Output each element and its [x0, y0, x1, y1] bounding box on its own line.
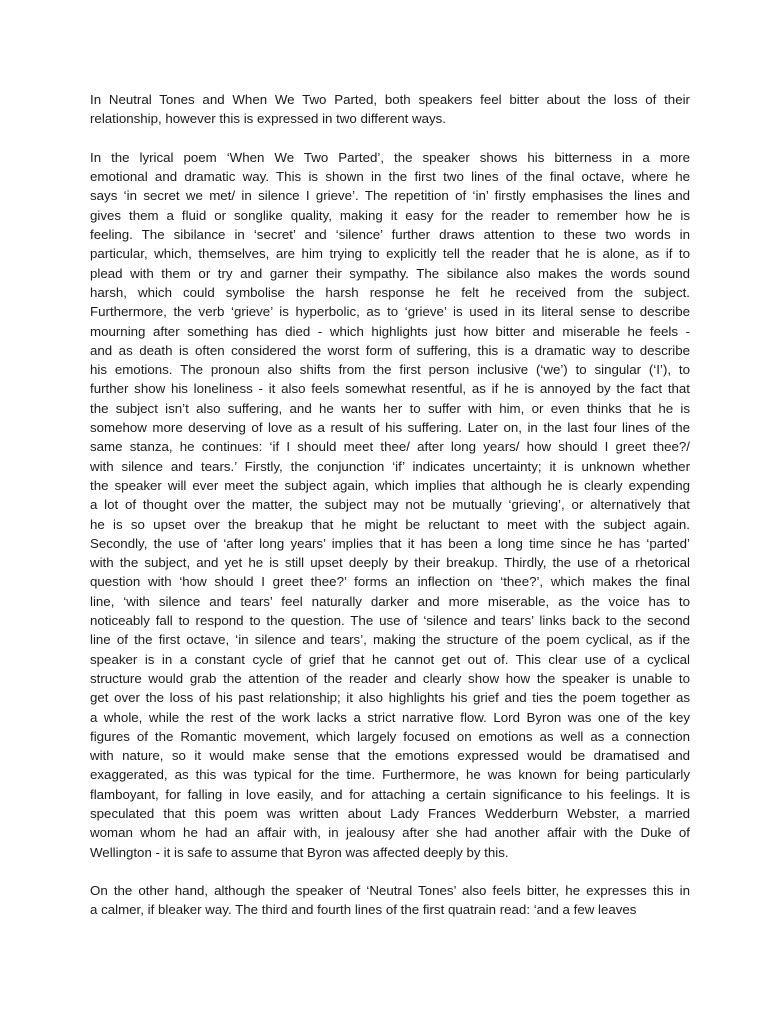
text-line: harsh, which could symbolise the harsh response he felt he received from the subject.	[90, 284, 690, 300]
text-line: In the lyrical poem ‘When We Two Parted’, the speaker shows his bitterness in a more	[90, 149, 690, 165]
text-line: gives them a fluid or songlike quality, making it easy for the reader to remember how he is	[90, 207, 690, 223]
paragraph-when-we-two-parted	[90, 148, 690, 862]
paragraph-neutral-tones	[90, 881, 690, 920]
text-line: the speaker will ever meet the subject again, which implies that although he is clearly expending	[90, 477, 690, 493]
text-line: line of the first octave, ‘in silence and tears’, making the structure of the poem cyclical, as if the	[90, 632, 690, 648]
text-line: a calmer, if bleaker way. The third and fourth lines of the first quatrain read: ‘and a few leaves	[90, 902, 637, 918]
text-line: particular, which, themselves, are him trying to explicitly tell the reader that he is alone, as if to	[90, 246, 690, 262]
text-line: Furthermore, the verb ‘grieve’ is hyperbolic, as to ‘grieve’ is used in its literal sense to describe	[90, 304, 690, 320]
text-line: woman whom he had an affair with, in jealousy after she had another affair with the Duke of	[90, 825, 690, 841]
text-line: with the subject, and yet he is still upset deeply by their breakup. Thirdly, the use of a rhetorical	[90, 555, 690, 571]
text-line: plead with them or try and garner their sympathy. The sibilance also makes the words sound	[90, 265, 690, 281]
text-line: a whole, while the rest of the work lacks a strict narrative flow. Lord Byron was one of the key	[90, 709, 690, 725]
text-line: relationship, however this is expressed in two different ways.	[90, 111, 446, 127]
text-line: exaggerated, as this was typical for the time. Furthermore, he was known for being particularly	[90, 767, 690, 783]
text-line: speaker is in a constant cycle of grief that he cannot get out of. This clear use of a cyclical	[90, 651, 690, 667]
text-line: feeling. The sibilance in ‘secret’ and ‘silence’ further draws attention to these two words in	[90, 227, 690, 243]
text-line: line, ‘with silence and tears’ feel naturally darker and more miserable, as the voice has to	[90, 593, 690, 609]
text-line: noticeably fall to respond to the question. The use of ‘silence and tears’ links back to the second	[90, 613, 690, 629]
text-line: mourning after something has died - which highlights just how bitter and miserable he feels -	[90, 323, 690, 339]
text-line: question with ‘how should I greet thee?’ forms an inflection on ‘thee?’, which makes the final	[90, 574, 690, 590]
text-line: somehow more deserving of love as a result of his suffering. Later on, in the last four lines of the	[90, 420, 690, 436]
text-line: and as death is often considered the worst form of suffering, this is a dramatic way to describe	[90, 342, 690, 358]
text-line: a lot of thought over the matter, the subject may not be mutually ‘grieving’, or alternatively that	[90, 497, 690, 513]
text-line: further show his loneliness - it also feels somewhat resentful, as if he is annoyed by the fact that	[90, 381, 690, 397]
text-line: with nature, so it would make sense that the emotions expressed would be dramatised and	[90, 748, 690, 764]
paragraph-intro	[90, 90, 690, 129]
text-line: emotional and dramatic way. This is shown in the first two lines of the final octave, where he	[90, 169, 690, 185]
document-page	[90, 90, 690, 939]
text-line: On the other hand, although the speaker of ‘Neutral Tones’ also feels bitter, he expresses this in	[90, 883, 690, 899]
text-line: flamboyant, for falling in love easily, and for attaching a certain significance to his feelings. It is	[90, 786, 690, 802]
text-line: get over the loss of his past relationship; it also highlights his grief and ties the poem together as	[90, 690, 690, 706]
text-line: Secondly, the use of ‘after long years’ implies that it has been a long time since he has ‘parted’	[90, 535, 690, 551]
text-line: same stanza, he continues: ‘if I should meet thee/ after long years/ how should I greet thee?/	[90, 439, 690, 455]
text-line: speculated that this poem was written about Lady Frances Wedderburn Webster, a married	[90, 805, 690, 821]
text-line: says ‘in secret we met/ in silence I grieve’. The repetition of ‘in’ firstly emphasises the lines and	[90, 188, 690, 204]
text-line: his emotions. The pronoun also shifts from the first person inclusive (‘we’) to singular (‘I’), to	[90, 362, 690, 378]
text-line: he is so upset over the breakup that he might be reluctant to meet with the subject again.	[90, 516, 690, 532]
text-line: structure would grab the attention of the reader and clearly show how the speaker is unable to	[90, 670, 690, 686]
text-line: the subject isn’t also suffering, and he wants her to suffer with him, or even thinks that he is	[90, 400, 690, 416]
text-line: In Neutral Tones and When We Two Parted, both speakers feel bitter about the loss of their	[90, 92, 690, 107]
text-line: Wellington - it is safe to assume that Byron was affected deeply by this.	[90, 844, 509, 860]
text-line: figures of the Romantic movement, which largely focused on emotions as well as a connection	[90, 728, 690, 744]
text-line: with silence and tears.’ Firstly, the conjunction ‘if’ indicates uncertainty; it is unknown whether	[90, 458, 690, 474]
